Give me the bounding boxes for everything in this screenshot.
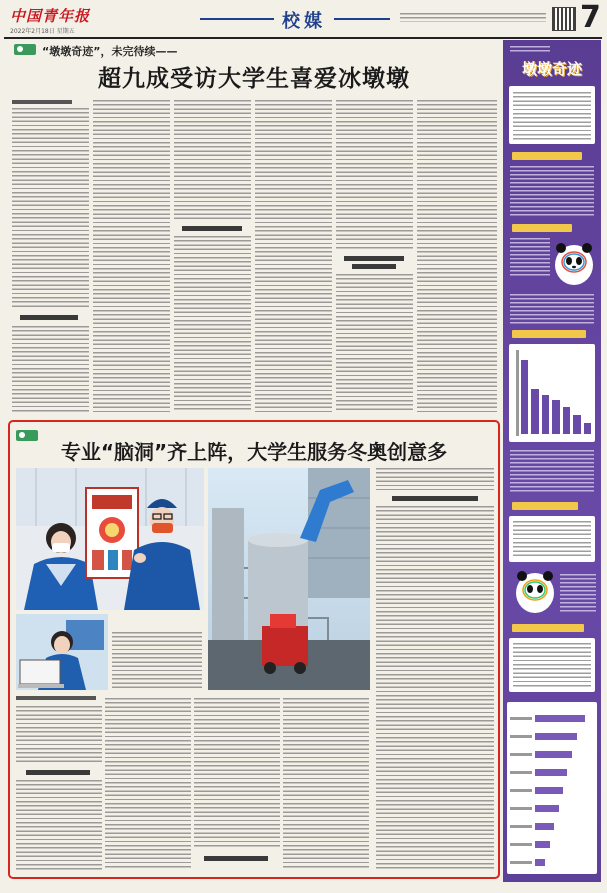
article1-headline: 超九成受访大学生喜爱冰墩墩 [98, 66, 410, 92]
laptop [18, 660, 64, 688]
hbar-label [510, 843, 532, 846]
hbar-label [510, 789, 532, 792]
article1-column-1 [12, 108, 89, 308]
sidebar-heading [512, 624, 584, 632]
photo-volunteers [16, 468, 204, 610]
hbar-label [510, 825, 532, 828]
header-ornament-right [334, 18, 390, 20]
hbar [535, 823, 554, 830]
qr-code-icon [552, 7, 576, 31]
article1-subhead-line2 [352, 264, 396, 269]
hbar [535, 841, 550, 848]
bing-dwen-dwen-icon [514, 568, 556, 614]
hbar-row [510, 712, 594, 724]
sidebar-bar [552, 400, 559, 434]
masthead: 中国青年报 [10, 7, 91, 25]
decorated-board [86, 488, 138, 578]
hbar-label [510, 861, 532, 864]
hbar [535, 859, 545, 866]
article2-column-1b [16, 780, 102, 870]
hbar-row [510, 730, 594, 742]
article1-column-1b [12, 326, 89, 412]
article2-subhead [392, 496, 478, 501]
hbar-label [510, 753, 532, 756]
sidebar-bar [531, 389, 538, 434]
article1-subhead [182, 226, 242, 231]
sidebar-bar [563, 407, 570, 434]
chart-axis [516, 350, 519, 436]
section-badge-icon [14, 44, 36, 55]
sidebar-heading [512, 502, 578, 510]
hbar-row [510, 784, 594, 796]
photo-machinery [208, 468, 370, 690]
hbar [535, 751, 572, 758]
hbar-row [510, 748, 594, 760]
hbar [535, 769, 567, 776]
article1-column-4 [255, 100, 332, 412]
sidebar-text [560, 574, 596, 614]
photo-caption [112, 632, 202, 688]
tower [212, 508, 244, 658]
horizontal-bars [510, 712, 594, 868]
editor-credits [400, 13, 546, 22]
issue-date: 2022年2月18日 星期五 [10, 28, 75, 35]
article2-subhead [26, 770, 90, 775]
header-ornament-left [200, 18, 274, 20]
article2-column-r [376, 468, 494, 490]
sidebar-title: 墩墩奇迹 [521, 60, 582, 78]
article1-column-2 [93, 100, 170, 412]
sidebar-text [510, 450, 594, 494]
sidebar-textbox-lines [513, 521, 591, 559]
header-rule [4, 37, 602, 39]
vertical-bars [521, 356, 591, 434]
hbar-label [510, 771, 532, 774]
hbar [535, 805, 559, 812]
sidebar-heading [512, 152, 582, 160]
section-name: 校媒 [282, 11, 326, 32]
sidebar-text [510, 294, 594, 324]
sidebar-bar [542, 395, 549, 434]
sidebar-heading [512, 330, 586, 338]
article2-headline: 专业“脑洞”齐上阵，大学生服务冬奥创意多 [60, 440, 448, 464]
sidebar-heading [512, 224, 572, 232]
article2-column-rb [376, 506, 494, 870]
article2-column-4 [283, 698, 369, 870]
sidebar-top-label [510, 46, 550, 52]
article2-column-3 [194, 698, 280, 848]
article2-subhead [204, 856, 268, 861]
hbar-label [510, 717, 532, 720]
page-number: 7 [580, 0, 601, 35]
article1-column-5 [336, 100, 413, 250]
hbar-label [510, 735, 532, 738]
sidebar-text [510, 238, 550, 278]
article1-subhead [344, 256, 404, 261]
hbar-row [510, 838, 594, 850]
sidebar-bar [573, 415, 580, 434]
article1-kicker: “墩墩奇迹”，未完待续—— [42, 45, 178, 58]
article2-column-2 [105, 698, 191, 870]
article2-byline [16, 696, 96, 700]
hbar [535, 715, 585, 722]
article1-column-6 [417, 100, 497, 412]
sidebar-textbox-lines [513, 643, 591, 689]
article2-column-1 [16, 706, 102, 764]
photo-student-laptop [16, 614, 108, 690]
hbar-row [510, 766, 594, 778]
sidebar-text [510, 166, 594, 216]
article1-subhead [20, 315, 78, 320]
sidebar-textbox-lines [513, 92, 591, 140]
article1-column-5b [336, 274, 413, 412]
hbar-row [510, 856, 594, 868]
hbar-row [510, 820, 594, 832]
sidebar-bar [521, 360, 528, 434]
article1-column-3b [174, 236, 251, 412]
article1-column-3 [174, 100, 251, 220]
hbar-row [510, 802, 594, 814]
sidebar-bar [584, 423, 591, 434]
hbar [535, 787, 563, 794]
hbar-label [510, 807, 532, 810]
hbar [535, 733, 577, 740]
article1-byline [12, 100, 72, 104]
bing-dwen-dwen-icon [553, 240, 595, 286]
